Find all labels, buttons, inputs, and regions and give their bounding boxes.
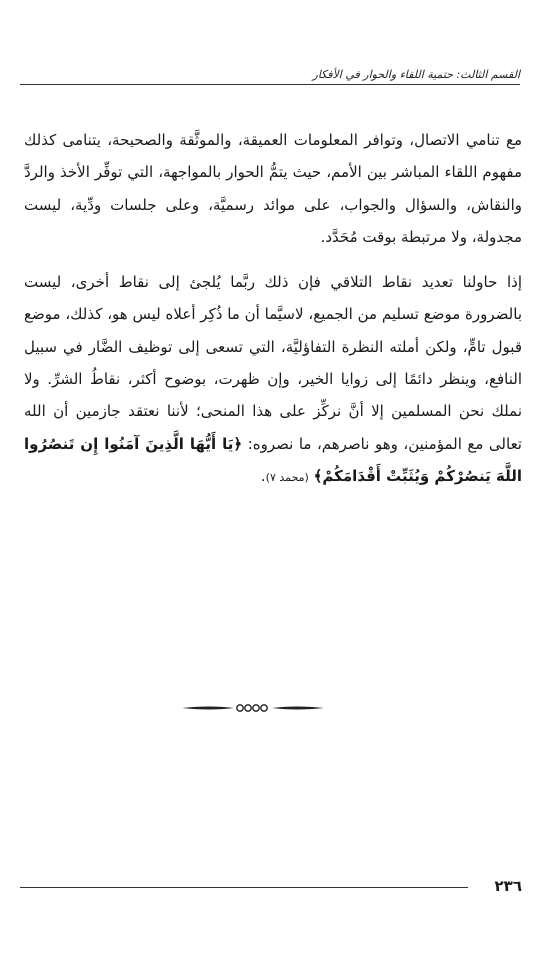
verse-reference: (محمد ٧)	[265, 470, 309, 484]
quran-open-bracket: ﴿	[233, 434, 243, 453]
paragraph-2-text: إذا حاولنا تعديد نقاط التلاقي فإن ذلك ربَّما يُلجئ إلى نقاط أخرى، ليست بالضرورة موضع تسليم من الجميع، لاسيَّما أن ما ذُكِر أعلاه ليس هو، كذلك، موضع قبول تامٍّ، ولكن أملته النظرة التفاؤليَّة، التي تسعى إلى توظيف الضَّار في سبيل النافع، وينظر دائمًا إلى زوايا الخير، وإن ظهرت، بوضوح أكثر، نقاطُ الشرِّ. ولا نملك نحن المسلمين إلا أنَّ نركِّز على هذا المنحى؛ لأننا نعتقد جازمين أن الله تعالى مع المؤمنين، وهو ناصرهم، ما نصروه:	[24, 273, 522, 453]
section-divider-ornament	[180, 700, 326, 716]
paragraph-1: مع تنامي الاتصال، وتوافر المعلومات العميقة، والموثَّقة والصحيحة، يتنامى كذلك مفهوم اللقاء المباشر بين الأمم، حيث يتمُّ الحوار بالمواجهة، التي توفِّر الأخذ والردَّ والنقاش، والسؤال والجواب، على موائد رسميَّة، وعلى جلسات ودِّية، ليست مجدولة، ولا مرتبطة بوقت مُحَدَّد.	[24, 131, 522, 246]
footer-rule	[20, 887, 468, 888]
page-number: ٢٣٦	[494, 877, 522, 895]
paragraph-2	[24, 266, 522, 494]
trailing-period: .	[260, 466, 266, 485]
quran-verse: يَا أَيُّهَا الَّذِينَ آمَنُوا إِن تَنصُرُوا اللَّهَ يَنصُرْكُمْ وَيُثَبِّتْ أَقْدَامَكُمْ	[24, 434, 522, 485]
running-header: القسم الثالث: حتمية اللقاء والحوار في الأفكار	[20, 68, 520, 85]
body-text	[24, 124, 522, 494]
quran-close-bracket: ﴾	[313, 466, 323, 485]
